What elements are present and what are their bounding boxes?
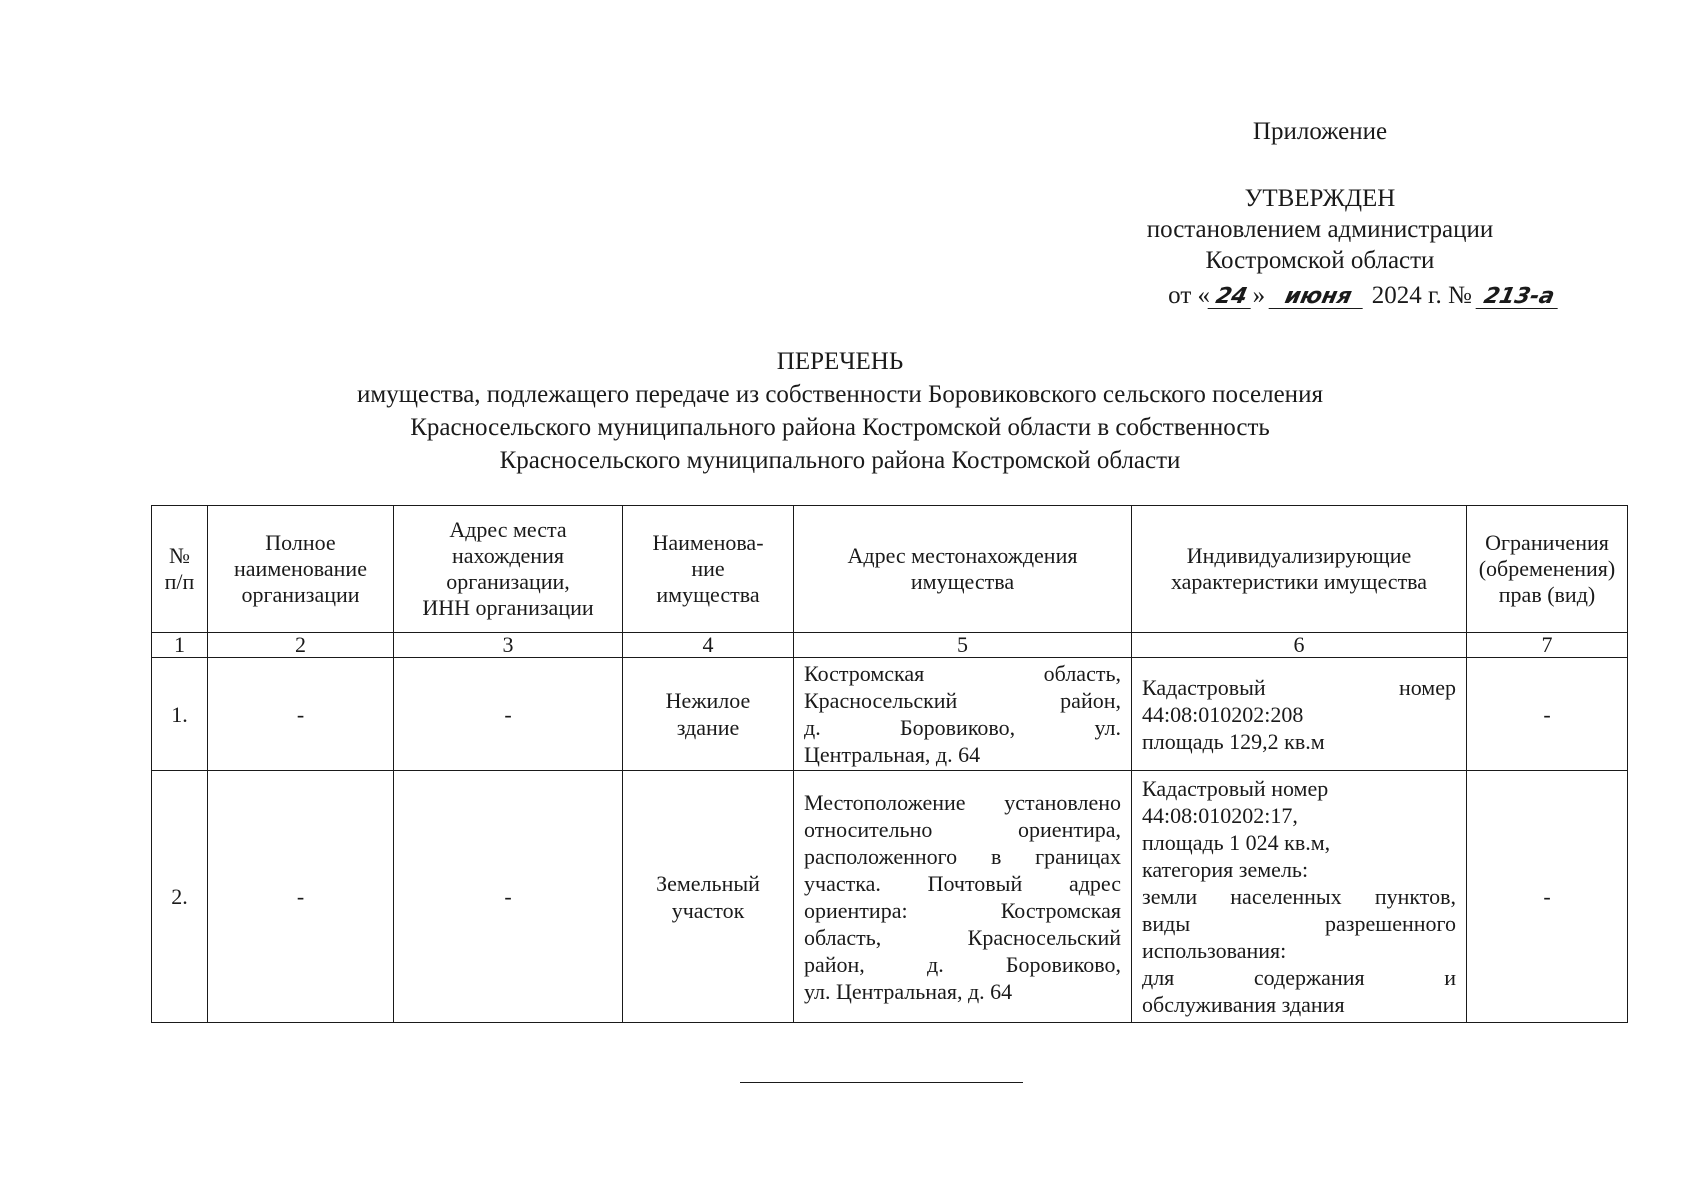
title-line-3: Красносельского муниципального района Костромской области в собственность (410, 414, 1270, 441)
org-address-cell: - (394, 658, 623, 771)
header-cell-restrictions: Ограничения (обременения) прав (вид) (1467, 506, 1628, 633)
column-number: 4 (623, 633, 794, 658)
approved-stamp-title: УТВЕРЖДЕН (1244, 185, 1396, 212)
header-cell-characteristics: Индивидуализирующие характеристики имущества (1132, 506, 1467, 633)
column-number: 5 (794, 633, 1132, 658)
column-number: 1 (152, 633, 208, 658)
header-cell-property-name: Наименова- ние имущества (623, 506, 794, 633)
characteristics-cell: Кадастровый номер 44:08:010202:208 площадь 129,2 кв.м (1132, 658, 1467, 771)
restrictions-cell: - (1467, 658, 1628, 771)
header-cell-org-address: Адрес места нахождения организации, ИНН организации (394, 506, 623, 633)
property-address-cell: Местоположение установлено относительно ориентира, расположенного в границах участка. Почтовый адрес ориентира: Костромская область, Красносельский район, д. Боровиково, ул. Центральная, д. 64 (794, 771, 1132, 1023)
date-day-handwritten: 24 (1208, 286, 1256, 309)
column-number: 3 (394, 633, 623, 658)
table-row (152, 658, 1628, 771)
org-name-cell: - (208, 771, 394, 1023)
approved-by-line-1: постановлением администрации (1146, 216, 1494, 243)
table-row (152, 771, 1628, 1023)
property-list-table (151, 505, 1628, 1023)
title-line-1: ПЕРЕЧЕНЬ (776, 348, 904, 375)
header-cell-number: № п/п (152, 506, 208, 633)
date-month-handwritten: июня (1269, 286, 1368, 309)
property-name-cell: Земельный участок (623, 771, 794, 1023)
characteristics-cell: Кадастровый номер 44:08:010202:17, площадь 1 024 кв.м, категория земель: земли населенных пунктов, виды разрешенного использования: для содержания и обслуживания здания (1132, 771, 1467, 1023)
title-line-2: имущества, подлежащего передаче из собственности Боровиковского сельского поселения (357, 381, 1323, 408)
header-cell-org-name: Полное наименование организации (208, 506, 394, 633)
org-address-cell: - (394, 771, 623, 1023)
property-address-cell: Костромская область, Красносельский район, д. Боровиково, ул. Центральная, д. 64 (794, 658, 1132, 771)
column-number: 7 (1467, 633, 1628, 658)
title-line-4: Красносельского муниципального района Костромской области (499, 447, 1181, 474)
org-name-cell: - (208, 658, 394, 771)
date-mid: » (1252, 282, 1266, 309)
document-number-handwritten: 213-а (1476, 286, 1563, 309)
column-number: 6 (1132, 633, 1467, 658)
column-number: 2 (208, 633, 394, 658)
approved-by-line-2: Костромской области (1205, 247, 1435, 274)
date-prefix: от « (1168, 282, 1211, 309)
date-year: 2024 г. № (1371, 282, 1472, 309)
restrictions-cell: - (1467, 771, 1628, 1023)
approval-date-line (1100, 280, 1560, 311)
appendix-label: Приложение (1252, 118, 1388, 145)
document-title (180, 345, 1500, 477)
header-cell-property-address: Адрес местонахождения имущества (794, 506, 1132, 633)
row-number: 1. (152, 658, 208, 771)
column-number-row (152, 633, 1628, 658)
row-number: 2. (152, 771, 208, 1023)
property-name-cell: Нежилое здание (623, 658, 794, 771)
end-of-document-rule (740, 1082, 1023, 1083)
table-header-row (152, 506, 1628, 633)
